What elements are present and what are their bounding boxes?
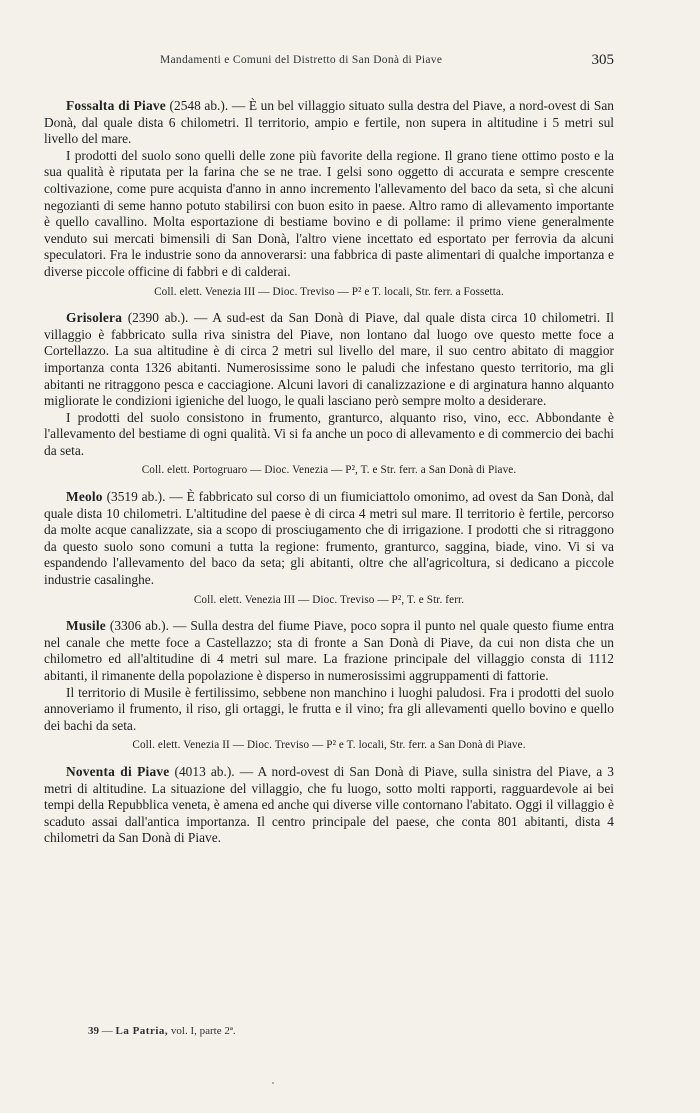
entry-name: Meolo: [66, 489, 103, 505]
entry-paragraph: Il territorio di Musile è fertilissimo, sebbene non manchino i luoghi paludosi. Fra i prodotti del suolo annoveriamo il frumento, il riso, gli ortaggi, le frutta e il vino; fra gli allevamenti quello bovino e quello dei bachi da seta.: [44, 684, 614, 733]
entry-name: Musile: [66, 618, 106, 634]
entry-paragraph: [44, 310, 614, 410]
entry-noventa-di-piave: [44, 764, 614, 847]
entry-name: Grisolera: [66, 310, 123, 326]
entry-paragraph: [44, 98, 614, 148]
entry-paragraph: [44, 489, 614, 589]
entry-text: (4013 ab.). — A nord-ovest di San Donà di Piave, sulla sinistra del Piave, a 3 metri di altitudine. La situazione del villaggio, che fu luogo, sotto molti rapporti, ragguardevole ai bei tempi della Repubblica veneta, è amena ed anche qui diverse ville contornano l'abitato. Oggi il villaggio è scaduto assai dall'antica importanza. Il centro principale del paese, che conta 801 abitanti, dista 4 chilometri da San Donà di Piave.: [44, 763, 614, 846]
entry-fossalta-di-piave: [44, 98, 614, 300]
entry-grisolera: [44, 310, 614, 479]
entry-paragraph: I prodotti del suolo sono quelli delle zone più favorite della regione. Il grano tiene ottimo posto e la sua qualità è riputata per la farina che se ne trae. I gelsi sono oggetto di accurata e sempre crescente coltivazione, come pure acquista d'anno in anno incremento l'allevamento del baco da seta, sì che alcuni negozianti di seme hanno potuto stabilirsi con buon esito in paese. Altro ramo di allevamento importante è quello cavallino. Molta esportazione di bestiame bovino e di pollame: il primo viene generalmente venduto sui mercati bimensili di San Donà, l'altro viene incettato ed esportato per ferrovia da alcuni speculatori. Fra le industrie sono da annoverarsi: una fabbrica di paste alimentari di qualche importanza e diverse piccole officine di fabbri e di calderai.: [44, 147, 614, 279]
page-speck: [272, 1082, 274, 1084]
signature-footnote: [88, 1025, 236, 1037]
collegio-line: Coll. elett. Venezia II — Dioc. Treviso — P² e T. locali, Str. ferr. a San Donà di Piave.: [132, 739, 526, 752]
entry-text: (2548 ab.). — È un bel villaggio situato sulla destra del Piave, a nord-ovest di San Donà, dal quale dista 6 chilometri. Il territorio, ampio e fertile, non supera in altitudine i 5 metri sul livello del mare.: [44, 98, 614, 147]
work-title: La Patria,: [115, 1025, 169, 1037]
collegio-line: Coll. elett. Venezia III — Dioc. Treviso — P² e T. locali, Str. ferr. a Fossetta.: [154, 285, 504, 298]
entry-text: (3519 ab.). — È fabbricato sul corso di un fiumiciattolo omonimo, ad ovest da San Donà, dal quale dista 10 chilometri. L'altitudine del paese è di circa 4 metri sul mare. Il territorio è fertile, percorso da molte acque canalizzate, sia a scopo di prosciugamento che di irrigazione. I prodotti che si ritraggono da questo suolo sono comuni a tutta la regione: frumento, granturco, saggina, biade, vino. Vi si va espandendo l'allevamento del baco da seta; gli abitanti, oltre che all'agricoltura, si dedicano a piccole industrie casalinghe.: [44, 489, 614, 588]
collegio-line: Coll. elett. Portogruaro — Dioc. Venezia — P², T. e Str. ferr. a San Donà di Piave.: [141, 464, 517, 477]
footnote-volume: vol. I, parte 2ª.: [168, 1025, 236, 1037]
page-header: [0, 52, 700, 72]
entry-paragraph: [44, 618, 614, 684]
entry-paragraph: I prodotti del suolo consistono in frumento, granturco, alquanto riso, vino, ecc. Abbondante è l'allevamento del bestiame di ogni qualità. Vi si fa anche un poco di allevamento e di commercio dei bachi da seta.: [44, 409, 614, 458]
entry-text: (3306 ab.). — Sulla destra del fiume Piave, poco sopra il punto nel quale questo fiume entra nel canale che mette foce a Castellazzo; sta di fronte a San Donà di Piave, da cui non dista che un chilometro ed all'altitudine di 4 metri sul mare. La frazione principale del villaggio consta di 1112 abitanti, il rimanente della popolazione è disperso in numerosissimi aggruppamenti di fattorie.: [44, 618, 614, 683]
entry-name: Fossalta di Piave: [66, 98, 166, 113]
entry-meolo: [44, 489, 614, 608]
signature-number: 39: [88, 1025, 99, 1037]
entry-paragraph: [44, 764, 614, 847]
footnote-dash: —: [99, 1025, 116, 1037]
page-number: 305: [591, 52, 614, 68]
page-body: [44, 98, 614, 847]
entry-text: (2390 ab.). — A sud-est da San Donà di Piave, dal quale dista circa 10 chilometri. Il villaggio è fabbricato sulla riva sinistra del Piave, non lontano dal luogo ove questo mette foce a Cortellazzo. La sua altitudine è di circa 2 metri sul livello del mare, il suo centro abitato di maggior importanza conta 1326 abitanti. Numerosissime sono le paludi che infestano questo territorio, ma gli abitanti ne ritraggono pesca e cacciagione. Alcuni lavori di canalizzazione e di arginatura hanno alquanto migliorate le condizioni igieniche del luogo, le quali lasciano però sempre molto a desiderare.: [44, 310, 614, 409]
entry-musile: [44, 618, 614, 754]
entry-name: Noventa di Piave: [66, 763, 170, 779]
running-head: Mandamenti e Comuni del Distretto di San Donà di Piave: [160, 54, 443, 66]
collegio-line: Coll. elett. Venezia III — Dioc. Treviso — P², T. e Str. ferr.: [193, 593, 465, 606]
